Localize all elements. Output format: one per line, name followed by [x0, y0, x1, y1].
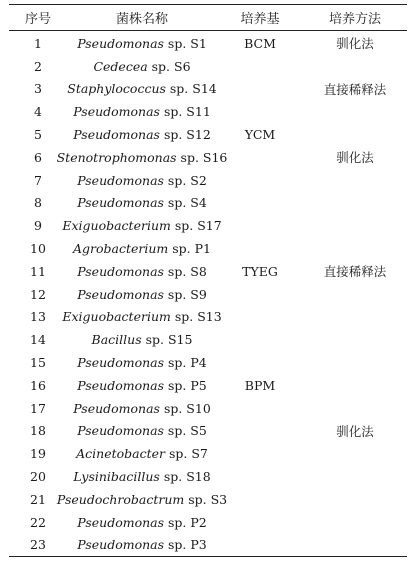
table-row: [9, 214, 407, 237]
culture-method: [303, 123, 407, 146]
genus-name: Pseudomonas: [77, 172, 164, 188]
culture-medium: [217, 534, 303, 557]
genus-name: Exiguobacterium: [62, 218, 171, 234]
strain-name: [67, 420, 217, 443]
culture-method: 驯化法: [336, 423, 374, 439]
culture-medium: [217, 146, 303, 169]
culture-method: [303, 169, 407, 192]
strain-id: sp. P5: [164, 377, 207, 393]
row-number: 8: [34, 195, 42, 211]
strain-id: sp. S15: [141, 332, 193, 348]
row-number: 10: [30, 241, 46, 257]
table-row: [9, 55, 407, 78]
culture-medium: [217, 397, 303, 420]
genus-name: Pseudomonas: [77, 537, 165, 553]
genus-name: Pseudomonas: [73, 127, 160, 143]
strain-table: [9, 4, 407, 557]
row-number: 6: [34, 149, 42, 165]
table-row: [9, 283, 407, 306]
strain-id: sp. S3: [184, 491, 228, 507]
row-number: 11: [30, 263, 46, 279]
strain-id: sp. S11: [159, 104, 211, 120]
genus-name: Pseudomonas: [77, 355, 165, 371]
strain-name: [67, 260, 217, 283]
culture-medium: [217, 237, 303, 260]
row-number: 20: [30, 469, 46, 485]
strain-id: sp. S16: [176, 149, 228, 165]
culture-method: 直接稀释法: [323, 264, 387, 280]
genus-name: Stenotrophomonas: [56, 149, 177, 165]
row-number: 19: [30, 446, 46, 462]
strain-name: [56, 146, 228, 169]
culture-method: [303, 283, 407, 306]
table-row: [9, 442, 407, 465]
culture-method: [303, 511, 407, 534]
strain-id: sp. S1: [163, 35, 207, 51]
table-row: [9, 374, 407, 397]
strain-id: sp. S10: [159, 400, 211, 416]
strain-id: sp. P2: [164, 514, 207, 530]
culture-medium: BPM: [244, 377, 276, 393]
strain-id: sp. S13: [170, 309, 222, 325]
strain-name: [67, 32, 217, 55]
strain-id: sp. S12: [159, 127, 211, 143]
row-number: 18: [30, 423, 46, 439]
table-bottom-rule: [9, 556, 407, 557]
row-number: 23: [30, 537, 46, 553]
strain-id: sp. P1: [168, 241, 211, 257]
table-row: [9, 351, 407, 374]
culture-method: [303, 534, 407, 557]
culture-method: [303, 397, 407, 420]
row-number: 7: [34, 172, 42, 188]
strain-id: sp. S8: [163, 263, 207, 279]
genus-name: Pseudomonas: [77, 35, 164, 51]
culture-medium: [217, 78, 303, 101]
row-number: 16: [30, 377, 46, 393]
table-row: [9, 237, 407, 260]
culture-method: [303, 306, 407, 329]
row-number: 9: [34, 218, 42, 234]
genus-name: Pseudochrobactrum: [56, 491, 185, 507]
strain-id: sp. S9: [163, 286, 207, 302]
strain-name: [67, 55, 217, 78]
culture-method: [303, 100, 407, 123]
culture-method: [303, 192, 407, 215]
strain-name: [67, 328, 217, 351]
strain-name: [67, 100, 217, 123]
row-number: 21: [30, 491, 46, 507]
culture-medium: [217, 169, 303, 192]
culture-medium: [217, 192, 303, 215]
strain-name: [67, 351, 217, 374]
table-row: [9, 78, 407, 101]
table-row: [9, 169, 407, 192]
table-row: [9, 260, 407, 283]
culture-method: [303, 214, 407, 237]
row-number: 5: [34, 127, 42, 143]
strain-name: [67, 511, 217, 534]
table-row: [9, 465, 407, 488]
row-number: 3: [34, 81, 42, 97]
genus-name: Pseudomonas: [73, 104, 160, 120]
genus-name: Pseudomonas: [77, 263, 164, 279]
culture-method: 直接稀释法: [323, 81, 387, 97]
table-header-row: [9, 5, 407, 30]
culture-medium: [217, 328, 303, 351]
row-number: 4: [34, 104, 42, 120]
culture-medium: [217, 55, 303, 78]
culture-medium: [217, 214, 303, 237]
genus-name: Staphylococcus: [67, 81, 166, 97]
culture-medium: [217, 351, 303, 374]
culture-method: [303, 237, 407, 260]
culture-medium: BCM: [244, 35, 276, 51]
culture-method: 驯化法: [336, 150, 374, 166]
genus-name: Exiguobacterium: [62, 309, 171, 325]
culture-method: [303, 442, 407, 465]
genus-name: Bacillus: [91, 332, 142, 348]
row-number: 1: [34, 35, 42, 51]
strain-id: sp. S17: [170, 218, 222, 234]
table-body: [9, 32, 407, 556]
strain-id: sp. S4: [163, 195, 207, 211]
culture-medium: [217, 420, 303, 443]
strain-name: [67, 442, 217, 465]
strain-name: [62, 306, 222, 329]
table-row: [9, 100, 407, 123]
table-row: [9, 306, 407, 329]
row-number: 15: [30, 355, 46, 371]
strain-name: [67, 283, 217, 306]
table-row: [9, 123, 407, 146]
culture-medium: [217, 511, 303, 534]
table-row: [9, 488, 407, 511]
strain-id: sp. S7: [165, 446, 208, 462]
header-method: 培养方法: [328, 12, 381, 27]
genus-name: Pseudomonas: [77, 423, 164, 439]
table-row: [9, 397, 407, 420]
strain-id: sp. S5: [163, 423, 207, 439]
genus-name: Pseudomonas: [77, 195, 164, 211]
genus-name: Pseudomonas: [77, 286, 164, 302]
genus-name: Cedecea: [93, 58, 148, 74]
row-number: 12: [30, 286, 46, 302]
table-row: [9, 328, 407, 351]
culture-method: [303, 488, 407, 511]
strain-name: [67, 78, 217, 101]
genus-name: Pseudomonas: [77, 377, 165, 393]
strain-id: sp. S14: [165, 81, 217, 97]
table-row: [9, 511, 407, 534]
culture-medium: [217, 465, 303, 488]
culture-method: [303, 351, 407, 374]
row-number: 2: [34, 58, 42, 74]
header-number: 序号: [24, 12, 51, 27]
row-number: 14: [30, 332, 46, 348]
culture-method: [303, 328, 407, 351]
table-row: [9, 192, 407, 215]
table-row: [9, 534, 407, 557]
strain-name: [67, 169, 217, 192]
culture-method: 驯化法: [336, 36, 374, 52]
strain-name: [67, 192, 217, 215]
strain-name: [67, 534, 217, 557]
strain-name: [56, 488, 228, 511]
header-medium: 培养基: [240, 12, 280, 27]
row-number: 13: [30, 309, 46, 325]
culture-method: [303, 374, 407, 397]
table-row: [9, 146, 407, 169]
culture-medium: [217, 442, 303, 465]
table-row: [9, 32, 407, 55]
strain-name: [67, 397, 217, 420]
genus-name: Pseudomonas: [73, 400, 160, 416]
strain-id: sp. P4: [164, 355, 207, 371]
strain-name: [62, 214, 222, 237]
strain-id: sp. S18: [159, 469, 211, 485]
strain-name: [67, 237, 217, 260]
row-number: 17: [30, 400, 46, 416]
table-row: [9, 420, 407, 443]
strain-id: sp. S6: [147, 58, 191, 74]
culture-medium: [217, 488, 303, 511]
culture-method: [303, 465, 407, 488]
strain-name: [67, 465, 217, 488]
culture-medium: [217, 283, 303, 306]
strain-name: [67, 374, 217, 397]
genus-name: Lysinibacillus: [73, 469, 160, 485]
strain-id: sp. P3: [164, 537, 207, 553]
strain-name: [67, 123, 217, 146]
culture-medium: YCM: [244, 127, 276, 143]
culture-medium: TYEG: [242, 263, 278, 279]
header-strain-name: 菌株名称: [115, 12, 168, 27]
strain-id: sp. S2: [163, 172, 207, 188]
row-number: 22: [30, 514, 46, 530]
culture-medium: [217, 100, 303, 123]
genus-name: Acinetobacter: [76, 446, 165, 462]
culture-medium: [217, 306, 303, 329]
culture-method: [303, 55, 407, 78]
genus-name: Pseudomonas: [77, 514, 165, 530]
genus-name: Agrobacterium: [73, 241, 169, 257]
